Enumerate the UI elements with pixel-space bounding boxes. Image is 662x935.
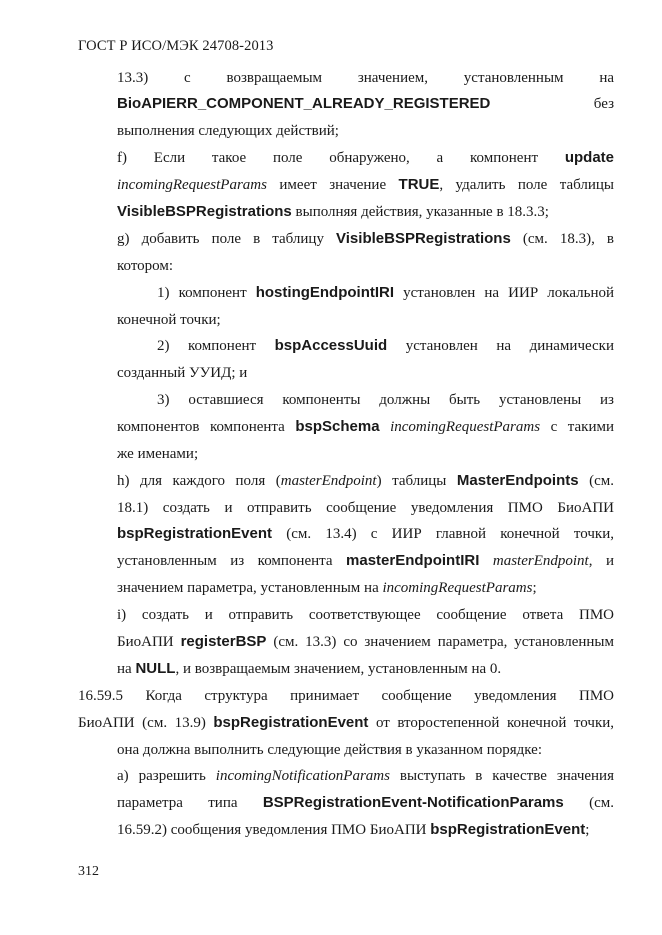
- text-run: компонентов компонента: [117, 419, 296, 435]
- code-term: NULL: [135, 660, 176, 677]
- code-term: update: [564, 149, 614, 166]
- code-term: bspRegistrationEvent: [213, 714, 369, 731]
- text-run: а) разрешить: [117, 768, 216, 784]
- code-term: VisibleBSPRegistrations: [336, 230, 511, 247]
- text-line: [157, 390, 614, 410]
- italic-term: masterEndpoint: [492, 553, 589, 569]
- text-run: 2) компонент: [157, 338, 275, 354]
- code-term: MasterEndpoints: [456, 472, 579, 489]
- italic-term: masterEndpoint: [280, 473, 377, 489]
- text-line: [117, 68, 614, 88]
- text-run: созданный УУИД; и: [117, 365, 248, 381]
- text-run: 16.59.5 Когда структура принимает сообщение уведомления ПМО: [78, 688, 614, 704]
- text-run: БиоАПИ: [117, 634, 181, 650]
- text-run: (см. 13.3) со значением параметра, установленным: [266, 634, 615, 650]
- text-line: [117, 256, 614, 276]
- text-line: [117, 605, 614, 625]
- text-run: с такими: [540, 419, 615, 435]
- text-run: (см. 18.3), в: [510, 231, 614, 247]
- italic-term: incomingRequestParams: [382, 580, 533, 596]
- text-run: 13.3) с возвращаемым значением, установленным на: [117, 70, 614, 86]
- text-run: имеет значение: [266, 177, 399, 193]
- text-line: [117, 551, 614, 571]
- text-line: [117, 524, 614, 544]
- text-line: [117, 820, 614, 840]
- text-line: [117, 766, 614, 786]
- text-line: [117, 94, 614, 114]
- code-term: bspRegistrationEvent: [430, 821, 586, 838]
- text-run: (см.: [563, 795, 614, 811]
- text-run: 1) компонент: [157, 285, 256, 301]
- code-term: bspAccessUuid: [274, 337, 388, 354]
- text-line: [117, 202, 614, 222]
- text-run: [380, 419, 391, 435]
- text-run: , и возвращаемым значением, установленным на 0.: [175, 661, 502, 677]
- document-header: ГОСТ Р ИСО/МЭК 24708-2013: [78, 38, 274, 54]
- text-line: [117, 578, 614, 598]
- text-line: [117, 793, 614, 813]
- code-term: masterEndpointIRI: [346, 552, 480, 569]
- text-line: [78, 686, 614, 706]
- text-line: [78, 713, 614, 733]
- code-term: bspRegistrationEvent: [117, 525, 273, 542]
- text-run: значением параметра, установленным на: [117, 580, 383, 596]
- code-term: BioAPIERR_COMPONENT_ALREADY_REGISTERED: [117, 95, 491, 112]
- text-run: 3) оставшиеся компоненты должны быть установлены из: [157, 392, 614, 408]
- text-line: [117, 148, 614, 168]
- code-term: VisibleBSPRegistrations: [117, 203, 292, 220]
- text-run: конечной точки;: [117, 312, 221, 328]
- text-line: [117, 632, 614, 652]
- text-line: [117, 121, 614, 141]
- italic-term: incomingNotificationParams: [215, 768, 390, 784]
- text-run: выполняя действия, указанные в 18.3.3;: [291, 204, 549, 220]
- text-line: [117, 175, 614, 195]
- text-run: i) создать и отправить соответствующее сообщение ответа ПМО: [117, 607, 614, 623]
- text-run: параметра типа: [117, 795, 263, 811]
- text-line: [117, 310, 614, 330]
- italic-term: incomingRequestParams: [390, 419, 541, 435]
- text-line: [117, 229, 614, 249]
- text-run: БиоАПИ (см. 13.9): [78, 715, 214, 731]
- text-line: [157, 283, 614, 303]
- text-run: ;: [532, 580, 537, 596]
- text-run: (см.: [578, 473, 614, 489]
- text-run: она должна выполнить следующие действия в указанном порядке:: [117, 742, 542, 758]
- text-line: [117, 444, 614, 464]
- code-term: hostingEndpointIRI: [255, 284, 395, 301]
- text-run: установлен на ИИР локальной: [394, 285, 614, 301]
- code-term: TRUE: [398, 176, 440, 193]
- text-run: от второстепенной конечной точки,: [368, 715, 615, 731]
- text-run: 16.59.2) сообщения уведомления ПМО БиоАПИ: [117, 822, 431, 838]
- text-run: же именами;: [117, 446, 199, 462]
- text-run: g) добавить поле в таблицу: [117, 231, 337, 247]
- text-run: , удалить поле таблицы: [439, 177, 614, 193]
- text-run: установлен на динамически: [387, 338, 615, 354]
- text-run: f) Если такое поле обнаружено, а компонент: [117, 150, 565, 166]
- text-run: h) для каждого поля (: [117, 473, 281, 489]
- text-run: установленным из компонента: [117, 553, 347, 569]
- text-run: (см. 13.4) с ИИР главной конечной точки,: [272, 526, 614, 542]
- italic-term: incomingRequestParams: [117, 177, 267, 193]
- text-run: 18.1) создать и отправить сообщение уведомления ПМО БиоАПИ: [117, 500, 614, 516]
- text-line: [117, 471, 614, 491]
- text-line: [117, 740, 614, 760]
- page-number: 312: [78, 864, 99, 879]
- text-line: [117, 363, 614, 383]
- text-run: без: [490, 96, 614, 112]
- code-term: registerBSP: [180, 633, 267, 650]
- text-line: [117, 659, 614, 679]
- text-run: ;: [585, 822, 590, 838]
- text-run: выступать в качестве значения: [389, 768, 614, 784]
- code-term: bspSchema: [295, 418, 380, 435]
- text-run: котором:: [117, 258, 174, 274]
- text-line: [117, 417, 614, 437]
- text-run: ) таблицы: [376, 473, 457, 489]
- code-term: BSPRegistrationEvent-NotificationParams: [262, 794, 564, 811]
- text-run: выполнения следующих действий;: [117, 123, 339, 139]
- text-line: [157, 336, 614, 356]
- text-run: [479, 553, 493, 569]
- text-line: [117, 498, 614, 518]
- text-run: , и: [588, 553, 615, 569]
- text-run: на: [117, 661, 136, 677]
